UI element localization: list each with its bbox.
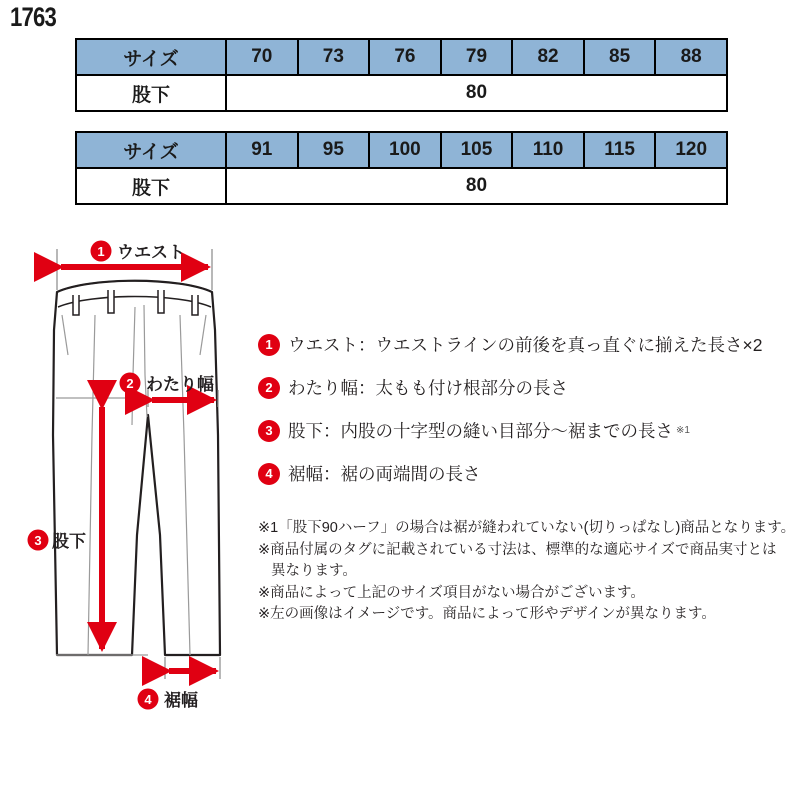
size-cell: 100	[369, 132, 441, 168]
legend-label-1	[288, 333, 765, 357]
callout-4-number: 4	[144, 692, 152, 707]
product-code: 1763	[10, 2, 56, 32]
footnote-line: ※商品付属のタグに記載されている寸法は、標準的な適応サイズで商品実寸とは	[258, 541, 777, 558]
callout-1-waist	[91, 241, 186, 263]
legend-item	[258, 419, 798, 445]
footnote-line: 異なります。	[271, 563, 357, 579]
size-cell: 110	[512, 132, 584, 168]
footnotes	[258, 518, 796, 626]
callout-4-label: 裾幅	[164, 691, 198, 710]
size-header-label: サイズ	[76, 39, 226, 75]
inseam-value: 80	[226, 168, 727, 204]
row-label-inseam: 股下	[76, 75, 226, 111]
table-row-header	[76, 39, 727, 75]
size-cell: 73	[298, 39, 370, 75]
size-cell: 88	[655, 39, 727, 75]
legend-item	[258, 376, 798, 402]
size-cell: 120	[655, 132, 727, 168]
callout-2-thigh-width	[120, 373, 215, 395]
size-cell: 115	[584, 132, 656, 168]
legend-label-4	[288, 462, 484, 486]
legend-label-2	[288, 376, 571, 400]
size-cell: 70	[226, 39, 298, 75]
footnote-line: ※商品によって上記のサイズ項目がない場合がございます。	[258, 584, 645, 601]
table-row-inseam	[76, 75, 727, 111]
size-cell: 76	[369, 39, 441, 75]
callout-1-label: ウエスト	[117, 243, 185, 262]
size-cell: 105	[441, 132, 513, 168]
callout-2-number: 2	[126, 376, 134, 391]
callout-2-label: わたり幅	[146, 375, 214, 394]
footnote-line: ※左の画像はイメージです。商品によって形やデザインが異なります。	[258, 606, 716, 622]
pants-outline-icon	[53, 281, 220, 655]
size-cell: 95	[298, 132, 370, 168]
measurement-legend	[258, 333, 798, 505]
legend-badge-3: 3	[258, 420, 280, 442]
size-cell: 85	[584, 39, 656, 75]
pants-measurement-diagram	[20, 235, 260, 715]
row-label-inseam: 股下	[76, 168, 226, 204]
legend-text-4: 裾幅：裾の両端間の長さ	[288, 464, 481, 484]
legend-badge-2: 2	[258, 377, 280, 399]
legend-sup-3: ※1	[676, 425, 690, 436]
legend-text-2: わたり幅：太もも付け根部分の長さ	[288, 378, 568, 398]
callout-3-number: 3	[34, 533, 42, 548]
callout-3-label: 股下	[52, 532, 86, 551]
legend-badge-1: 1	[258, 334, 280, 356]
footnote-line: ※1「股下90ハーフ」の場合は裾が縫われていない(切りっぱなし)商品となります。	[258, 520, 796, 536]
callout-4-hem-width	[138, 689, 199, 711]
inseam-value: 80	[226, 75, 727, 111]
legend-text-3: 股下：内股の十字型の縫い目部分～裾までの長さ	[288, 421, 673, 441]
legend-text-1: ウエスト：ウエストラインの前後を真っ直ぐに揃えた長さ×2	[288, 335, 763, 355]
hem-width-measure-arrow	[165, 657, 220, 679]
size-table-1	[75, 38, 728, 112]
callout-3-inseam	[28, 530, 87, 552]
legend-label-3	[288, 419, 690, 443]
size-table-2	[75, 131, 728, 205]
size-cell: 79	[441, 39, 513, 75]
legend-item	[258, 462, 798, 488]
legend-badge-4: 4	[258, 463, 280, 485]
table-row-header	[76, 132, 727, 168]
legend-item	[258, 333, 798, 359]
table-row-inseam	[76, 168, 727, 204]
size-header-label: サイズ	[76, 132, 226, 168]
size-cell: 91	[226, 132, 298, 168]
size-cell: 82	[512, 39, 584, 75]
callout-1-number: 1	[97, 244, 105, 259]
